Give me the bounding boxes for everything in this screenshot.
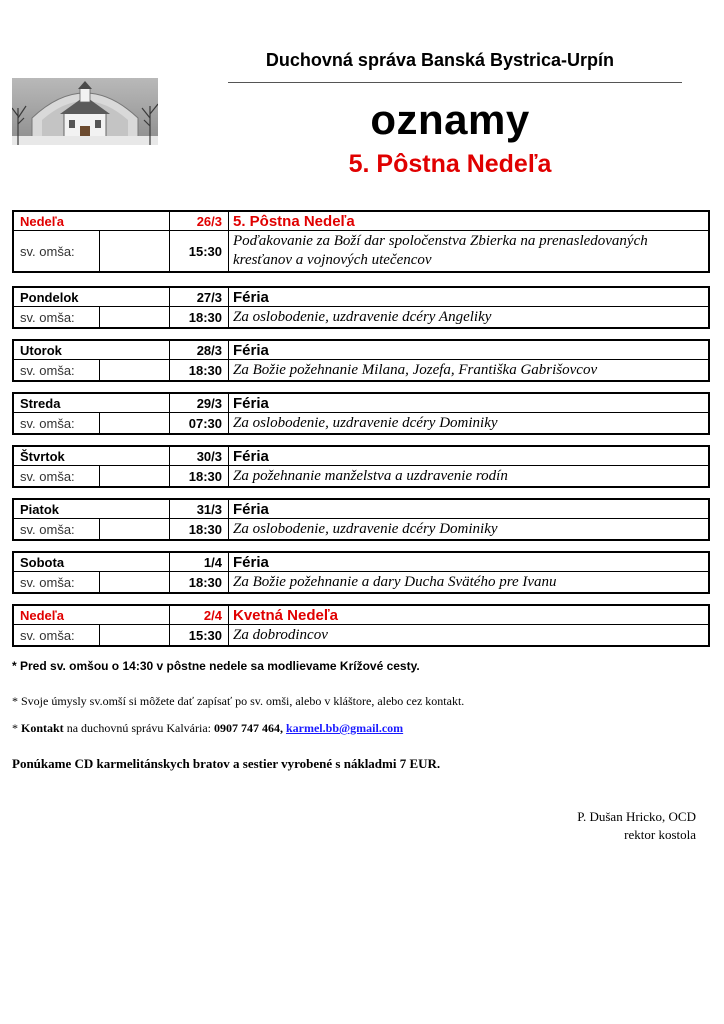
day-header-row (14, 606, 708, 624)
mass-time: 15:30 (169, 625, 228, 645)
day-block (12, 286, 710, 329)
day-name: Streda (20, 395, 61, 411)
mass-spacer (99, 360, 169, 380)
mass-spacer (99, 231, 169, 271)
church-image (12, 78, 158, 145)
day-name: Piatok (20, 501, 60, 517)
mass-row (14, 518, 708, 539)
day-block (12, 392, 710, 435)
mass-label: sv. omša: (20, 468, 75, 484)
day-name: Nedeľa (20, 213, 65, 229)
day-block (12, 498, 710, 541)
day-date: 29/3 (169, 394, 228, 412)
mass-time: 07:30 (169, 413, 228, 433)
day-feast: Féria (228, 553, 708, 571)
mass-row (14, 465, 708, 486)
mass-time: 18:30 (169, 519, 228, 539)
note-contact (12, 721, 403, 736)
mass-intention: Za oslobodenie, uzdravenie dcéry Dominiky (228, 413, 708, 433)
note-contact-prefix: * (12, 721, 21, 735)
note-contact-label: Kontakt (21, 721, 64, 735)
day-feast: Féria (228, 341, 708, 359)
signature-name: P. Dušan Hricko, OCD (577, 809, 696, 824)
mass-intention: Poďakovanie za Boží dar spoločenstva Zbierka na prenasledovaných kresťanov a vojnových utečencov (228, 231, 708, 271)
mass-row (14, 571, 708, 592)
day-header-row (14, 341, 708, 359)
mass-label: sv. omša: (20, 521, 75, 537)
main-title: oznamy (370, 96, 530, 143)
mass-label: sv. omša: (20, 574, 75, 590)
day-block (12, 551, 710, 594)
sub-title: 5. Pôstna Nedeľa (348, 150, 552, 178)
day-name: Nedeľa (20, 607, 65, 623)
mass-time: 15:30 (169, 231, 228, 271)
note-contact-separator: , (279, 721, 286, 735)
mass-spacer (99, 625, 169, 645)
day-block (12, 339, 710, 382)
mass-spacer (99, 572, 169, 592)
mass-label: sv. omša: (20, 309, 75, 325)
mass-label: sv. omša: (20, 415, 75, 431)
mass-intention: Za oslobodenie, uzdravenie dcéry Dominiky (228, 519, 708, 539)
day-date: 27/3 (169, 288, 228, 306)
day-block (12, 445, 710, 488)
day-header-row (14, 212, 708, 230)
day-date: 1/4 (169, 553, 228, 571)
mass-time: 18:30 (169, 307, 228, 327)
header-divider (228, 82, 682, 83)
day-date: 2/4 (169, 606, 228, 624)
contact-email-link[interactable]: karmel.bb@gmail.com (285, 721, 404, 735)
mass-spacer (99, 307, 169, 327)
day-header-row (14, 500, 708, 518)
day-name: Štvrtok (20, 448, 65, 464)
mass-row (14, 624, 708, 645)
mass-intention: Za dobrodincov (228, 625, 708, 645)
day-block (12, 604, 710, 647)
mass-row (14, 412, 708, 433)
mass-row (14, 359, 708, 380)
mass-label: sv. omša: (20, 243, 75, 259)
signature-role: rektor kostola (624, 827, 696, 842)
mass-spacer (99, 466, 169, 486)
parish-title: Duchovná správa Banská Bystrica-Urpín (265, 50, 615, 70)
mass-row (14, 306, 708, 327)
day-date: 28/3 (169, 341, 228, 359)
mass-time: 18:30 (169, 360, 228, 380)
mass-spacer (99, 413, 169, 433)
mass-intention: Za požehnanie manželstva a uzdravenie rodín (228, 466, 708, 486)
day-name: Sobota (20, 554, 65, 570)
day-header-row (14, 288, 708, 306)
day-header-row (14, 447, 708, 465)
day-feast: Féria (228, 447, 708, 465)
day-date: 26/3 (169, 212, 228, 230)
mass-spacer (99, 519, 169, 539)
day-feast: Féria (228, 500, 708, 518)
day-feast: Féria (228, 394, 708, 412)
church-illustration (12, 78, 158, 145)
note-intentions: * Svoje úmysly sv.omší si môžete dať zapísať po sv. omši, alebo v kláštore, alebo cez kontakt. (12, 694, 465, 708)
note-stations-of-cross: * Pred sv. omšou o 14:30 v pôstne nedele sa modlievame Krížové cesty. (12, 659, 420, 673)
mass-row (14, 230, 708, 271)
day-feast: Féria (228, 288, 708, 306)
day-name: Pondelok (20, 289, 79, 305)
mass-intention: Za Božie požehnanie Milana, Jozefa, Františka Gabrišovcov (228, 360, 708, 380)
cd-offer: Ponúkame CD karmelitánskych bratov a sestier vyrobené s nákladmi 7 EUR. (12, 756, 441, 771)
day-date: 30/3 (169, 447, 228, 465)
day-feast: Kvetná Nedeľa (228, 606, 708, 624)
mass-intention: Za Božie požehnanie a dary Ducha Svätého pre Ivanu (228, 572, 708, 592)
mass-label: sv. omša: (20, 627, 75, 643)
day-header-row (14, 394, 708, 412)
day-date: 31/3 (169, 500, 228, 518)
signature (577, 808, 696, 844)
mass-time: 18:30 (169, 466, 228, 486)
mass-intention: Za oslobodenie, uzdravenie dcéry Angeliky (228, 307, 708, 327)
contact-phone: 0907 747 464 (213, 721, 280, 735)
day-feast: 5. Pôstna Nedeľa (228, 212, 708, 230)
day-name: Utorok (20, 342, 62, 358)
note-contact-text: na duchovnú správu Kalvária: (63, 721, 214, 735)
day-block (12, 210, 710, 273)
mass-time: 18:30 (169, 572, 228, 592)
mass-label: sv. omša: (20, 362, 75, 378)
day-header-row (14, 553, 708, 571)
